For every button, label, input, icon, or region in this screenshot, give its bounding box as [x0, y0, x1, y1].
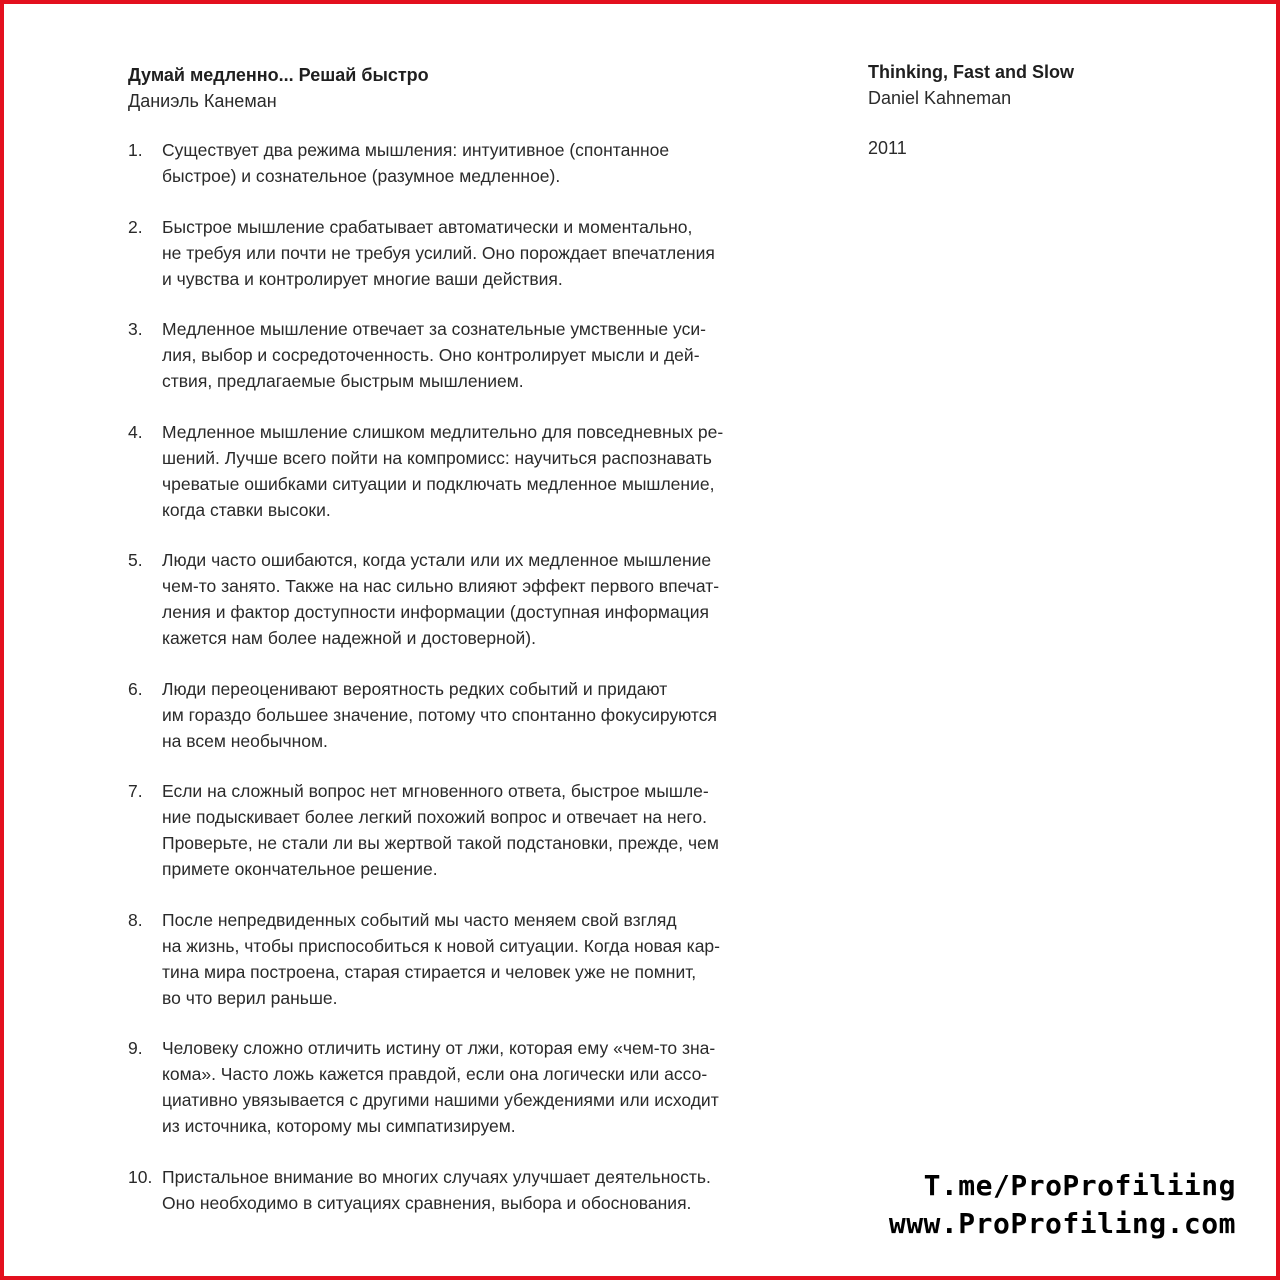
publication-year: 2011 [868, 138, 907, 158]
item-number: 6. [128, 678, 143, 699]
list-item [128, 907, 808, 1011]
item-number: 3. [128, 319, 143, 339]
english-book-title: Thinking, Fast and Slow [868, 62, 1075, 82]
english-header [868, 59, 1228, 161]
list-item [128, 676, 808, 754]
key-ideas-list [128, 137, 808, 1240]
item-text: Медленное мышление отвечает за сознательные умственные уси- лия, выбор и сосредоточенность. Оно контролирует мысли и дей- ствия, предлагаемые быстрым мышлением. [162, 319, 706, 391]
item-text: Медленное мышление слишком медлительно для повседневных ре- шений. Лучше всего пойти на компромисс: научиться распознавать чреватые ошибками ситуации и подключать медленное мышление, когда ставки высоки. [162, 421, 724, 520]
item-number: 1. [128, 140, 143, 160]
watermark-website-link[interactable]: www.ProProfiling.com [888, 1207, 1236, 1240]
item-number: 7. [128, 781, 143, 801]
item-number: 5. [128, 550, 143, 570]
item-text: Люди переоценивают вероятность редких событий и придают им гораздо большее значение, потому что спонтанно фокусируются на всем необычном. [162, 678, 717, 751]
watermark-telegram-link[interactable]: T.me/ProProfiliing [923, 1169, 1236, 1202]
list-item [128, 547, 808, 651]
item-number: 9. [128, 1038, 143, 1058]
russian-book-title: Думай медленно... Решай быстро [128, 65, 429, 85]
list-item [128, 1164, 808, 1216]
item-text: Если на сложный вопрос нет мгновенного ответа, быстрое мышле- ние подыскивает более легкий похожий вопрос и отвечает на него. Проверьте, не стали ли вы жертвой такой подстановки, прежде, чем примете окончательное решение. [162, 781, 719, 879]
item-number: 8. [128, 909, 143, 930]
item-text: Существует два режима мышления: интуитивное (спонтанное быстрое) и сознательное (разумное медленное). [162, 140, 670, 186]
item-number: 10. [128, 1166, 153, 1187]
item-text: Быстрое мышление срабатывает автоматически и моментально, не требуя или почти не требуя усилий. Оно порождает впечатления и чувства и контролирует многие ваши действия. [162, 216, 715, 289]
watermark [889, 1167, 1236, 1243]
item-number: 4. [128, 421, 143, 442]
item-text: После непредвиденных событий мы часто меняем свой взгляд на жизнь, чтобы приспособиться к новой ситуации. Когда новая кар- тина мира построена, старая стирается и человек уже не помнит, во что верил раньше. [162, 909, 720, 1008]
list-item [128, 778, 808, 882]
item-text: Человеку сложно отличить истину от лжи, которая ему «чем-то зна- кома». Часто ложь кажется правдой, если она логически или ассо- циативно увязывается с другими нашими убеждениями или исходит из источника, которому мы симпатизируем. [162, 1038, 719, 1136]
item-text: Люди часто ошибаются, когда устали или их медленное мышление чем-то занято. Также на нас сильно влияют эффект первого впечат- ления и фактор доступности информации (доступная информация кажется нам более надежной и достоверной). [162, 550, 720, 648]
russian-header [128, 62, 828, 114]
list-item [128, 1035, 808, 1139]
item-text: Пристальное внимание во многих случаях улучшает деятельность. Оно необходимо в ситуациях сравнения, выбора и обоснования. [162, 1166, 711, 1213]
russian-author-name: Даниэль Канеман [128, 91, 277, 111]
list-item [128, 214, 808, 292]
list-item [128, 419, 808, 523]
list-item [128, 137, 808, 189]
english-author-name: Daniel Kahneman [868, 88, 1012, 108]
list-item [128, 316, 808, 394]
item-number: 2. [128, 216, 143, 237]
